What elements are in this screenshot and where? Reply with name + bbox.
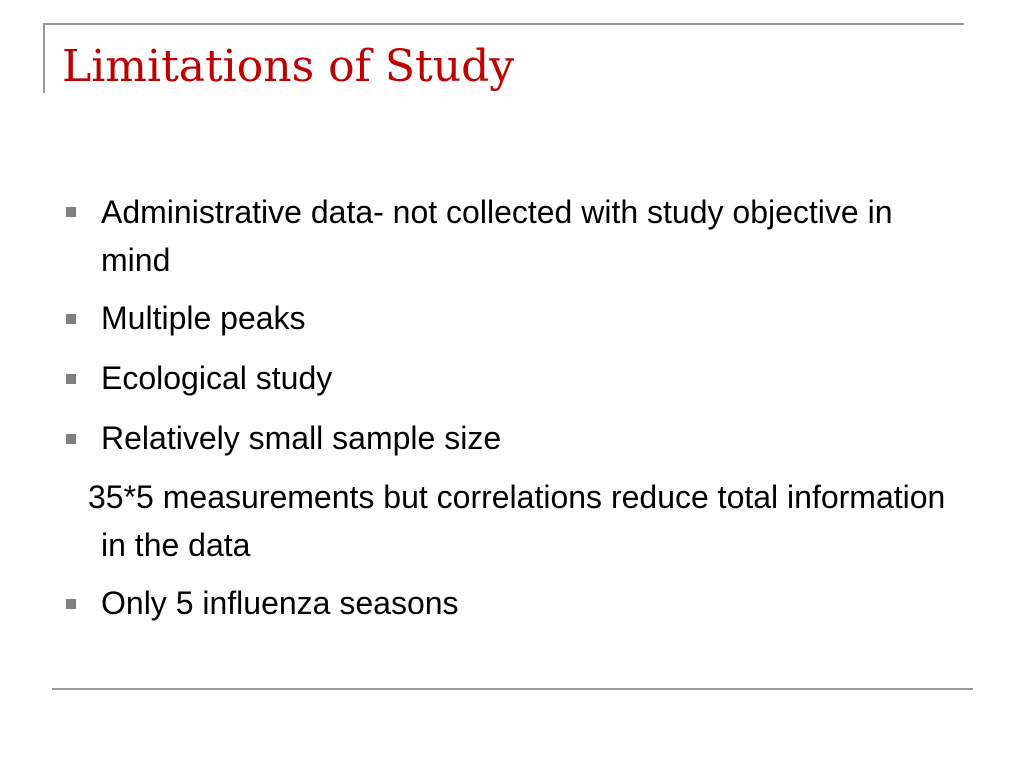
bullet-text: Multiple peaks [101, 300, 306, 336]
bullet-text: Relatively small sample size [101, 420, 502, 456]
bullet-text: Administrative data- not collected with study objective in mind [101, 194, 893, 278]
bullet-item-administrative-data [62, 188, 962, 284]
bullet-text: Only 5 influenza seasons [101, 585, 459, 621]
bullet-item-influenza-seasons [62, 578, 962, 629]
bullet-item-multiple-peaks [62, 293, 962, 344]
top-frame-line [43, 23, 964, 25]
slide-title: Limitations of Study [62, 41, 515, 92]
bullet-list [62, 188, 962, 638]
bullet-item-ecological-study [62, 353, 962, 404]
bottom-frame-line [52, 688, 973, 690]
measurements-note: 35*5 measurements but correlations reduce total information in the data [88, 479, 946, 563]
square-bullet-icon [66, 207, 76, 217]
bullet-text: Ecological study [101, 360, 333, 396]
square-bullet-icon [66, 374, 76, 384]
square-bullet-icon [66, 434, 76, 444]
square-bullet-icon [66, 314, 76, 324]
bullet-item-sample-size [62, 413, 962, 464]
square-bullet-icon [66, 599, 76, 609]
left-frame-line [43, 23, 45, 93]
